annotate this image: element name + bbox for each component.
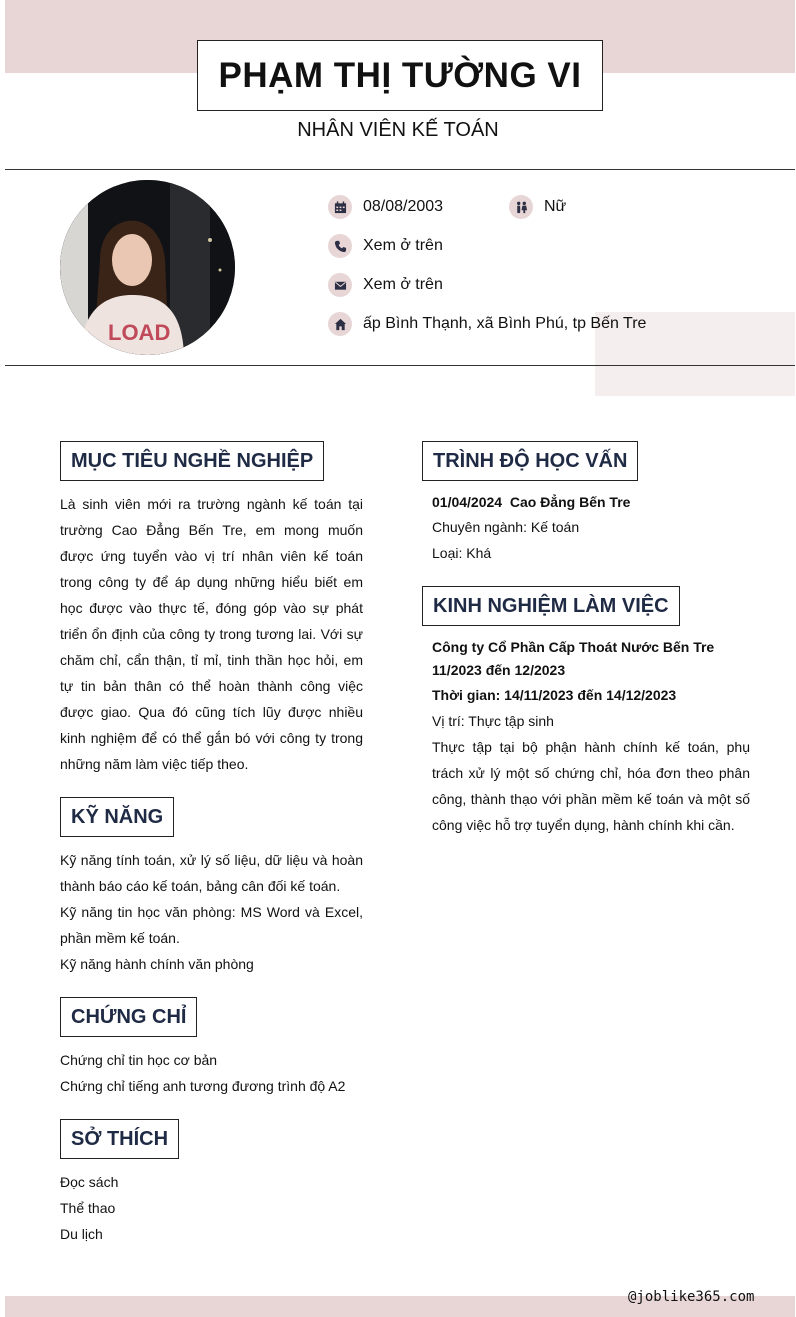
experience-description: Thực tập tại bộ phận hành chính kế toán, phụ trách xử lý một số chứng chỉ, hóa đơn theo phân công, thành thạo với phần mềm kế toán và một số công việc hỗ trợ tuyển dụng, hành chính khi cần. [432,739,750,833]
home-icon [328,312,352,336]
experience-duration: Thời gian: 14/11/2023 đến 14/12/2023 [432,687,677,703]
footer-watermark: @joblike365.com [628,1289,755,1305]
divider-top [5,169,795,170]
skills-heading [60,797,174,837]
birthdate-value: 08/08/2003 [363,198,444,215]
skill-item: Kỹ năng tính toán, xử lý số liệu, dữ liệu và hoàn thành báo cáo kế toán, bảng cân đối kế toán. [60,852,363,894]
education-heading [422,441,638,481]
objective-text: Là sinh viên mới ra trường ngành kế toán tại trường Cao Đẳng Bến Tre, em mong muốn được ứng tuyển vào vị trí nhân viên kế toán trong công ty để áp dụng những hiểu biết em học được vào thực tế, đóng góp vào sự phát triển ổn định của công ty trong tương lai. Với sự chăm chỉ, cẩn thận, tỉ mỉ, tinh thần học hỏi, em tự tin bản thân có thể hoàn thành công việc được giao. Qua đó cũng tích lũy được nhiều kinh nghiệm để có thể gắn bó với công ty trong những năm làm việc tiếp theo. [60,496,363,772]
address-value: ấp Bình Thạnh, xã Bình Phú, tp Bến Tre [363,315,647,332]
objective-heading [60,441,324,481]
education-school: Cao Đẳng Bến Tre [509,494,631,510]
job-title: NHÂN VIÊN KẾ TOÁN [297,119,499,141]
phone-icon [328,234,352,258]
certificates-heading [60,997,197,1037]
address-row [328,312,646,336]
hobby-item: Thể thao [60,1200,116,1216]
certificate-item: Chứng chỉ tin học cơ bản [60,1052,218,1068]
email-row [328,273,443,297]
experience-heading [422,586,680,626]
birthdate-row [328,195,443,219]
avatar-photo [60,180,235,355]
skill-item: Kỹ năng hành chính văn phòng [60,956,254,972]
education-grade: Loại: Khá [432,545,492,561]
calendar-icon [328,195,352,219]
experience-company: Công ty Cổ Phần Cấp Thoát Nước Bến Tre [432,639,715,655]
experience-title: KINH NGHIỆM LÀM VIỆC [433,594,669,617]
experience-period: 11/2023 đến 12/2023 [432,662,566,678]
hobby-item: Du lịch [60,1226,103,1242]
education-date-school [432,494,630,510]
divider-bottom [5,365,795,366]
svg-text:LOAD: LOAD [108,320,171,345]
hobby-item: Đọc sách [60,1174,119,1190]
candidate-name: PHẠM THỊ TƯỜNG VI [218,55,582,95]
name-box [197,40,603,111]
envelope-icon [328,273,352,297]
hobbies-title: SỞ THÍCH [71,1127,169,1150]
education-major: Chuyên ngành: Kế toán [432,519,580,535]
education-title: TRÌNH ĐỘ HỌC VẤN [433,449,628,472]
experience-position: Vị trí: Thực tập sinh [432,713,554,729]
certificate-item: Chứng chỉ tiếng anh tương đương trình độ A2 [60,1078,346,1094]
hobbies-heading [60,1119,179,1159]
avatar [60,180,235,355]
skills-title: KỸ NĂNG [71,805,164,828]
phone-value: Xem ở trên [363,237,443,254]
objective-title: MỤC TIÊU NGHỀ NGHIỆP [71,449,314,472]
gender-row [509,195,566,219]
certificates-title: CHỨNG CHỈ [71,1005,187,1028]
email-value: Xem ở trên [363,276,443,293]
skill-item: Kỹ năng tin học văn phòng: MS Word và Excel, phần mềm kế toán. [60,904,363,946]
gender-icon [509,195,533,219]
gender-value: Nữ [544,198,567,215]
education-date: 01/04/2024 [432,494,503,510]
phone-row [328,234,443,258]
